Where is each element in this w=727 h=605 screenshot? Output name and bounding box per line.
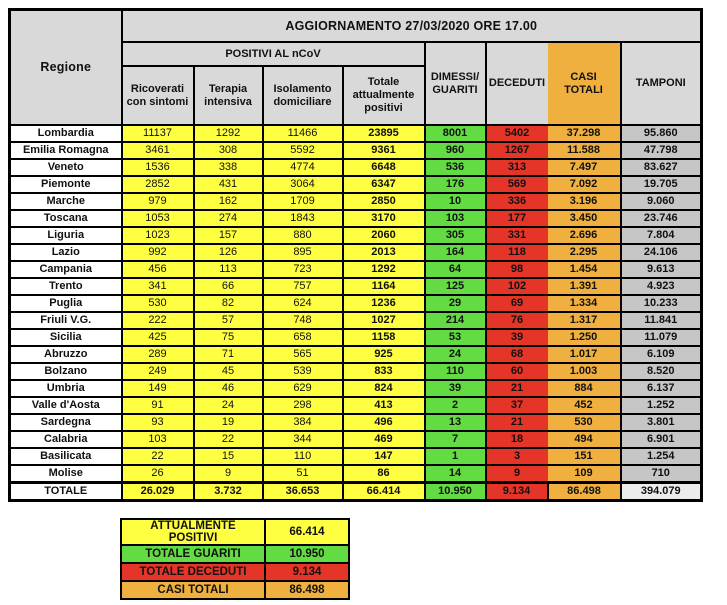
casi-totali-cell: 1.391	[548, 278, 621, 295]
tamponi-cell: 4.923	[621, 278, 702, 295]
deceduti-cell: 177	[486, 210, 548, 227]
totale-positivi-cell: 147	[343, 448, 425, 465]
isolamento-cell: 5592	[263, 142, 343, 159]
isolamento-cell: 298	[263, 397, 343, 414]
table-row	[10, 465, 702, 483]
terapia-cell: 57	[194, 312, 263, 329]
table-row	[10, 380, 702, 397]
legend-row	[121, 519, 349, 545]
tamponi-cell: 19.705	[621, 176, 702, 193]
tamponi-cell: 7.804	[621, 227, 702, 244]
isolamento-cell: 51	[263, 465, 343, 483]
casi-totali-cell: 494	[548, 431, 621, 448]
totale-positivi-cell: 3170	[343, 210, 425, 227]
casi-totali-cell: 884	[548, 380, 621, 397]
totale-positivi-cell: 824	[343, 380, 425, 397]
terapia-cell: 66	[194, 278, 263, 295]
region-cell: Sardegna	[10, 414, 122, 431]
casi-totali-cell: 3.196	[548, 193, 621, 210]
isolamento-cell: 1709	[263, 193, 343, 210]
ricoverati-cell: 341	[122, 278, 194, 295]
tamponi-cell: 24.106	[621, 244, 702, 261]
deceduti-cell: 60	[486, 363, 548, 380]
dimessi-guariti-cell: 53	[425, 329, 486, 346]
tamponi-cell: 6.109	[621, 346, 702, 363]
casi-totali-cell: 2.295	[548, 244, 621, 261]
region-cell: Lazio	[10, 244, 122, 261]
table-row	[10, 295, 702, 312]
isolamento-cell: 723	[263, 261, 343, 278]
isolamento-cell: 11466	[263, 125, 343, 142]
region-cell: Calabria	[10, 431, 122, 448]
table-body	[10, 125, 702, 501]
terapia-cell: 24	[194, 397, 263, 414]
region-cell: Umbria	[10, 380, 122, 397]
legend-label: CASI TOTALI	[121, 581, 265, 599]
deceduti-cell: 18	[486, 431, 548, 448]
deceduti-cell: 569	[486, 176, 548, 193]
dimessi-guariti-cell: 176	[425, 176, 486, 193]
ricoverati-cell: 992	[122, 244, 194, 261]
region-cell: Lombardia	[10, 125, 122, 142]
isolamento-cell: 757	[263, 278, 343, 295]
isolamento-cell: 565	[263, 346, 343, 363]
table-row	[10, 397, 702, 414]
legend-label: TOTALE GUARITI	[121, 545, 265, 563]
ricoverati-cell: 2852	[122, 176, 194, 193]
ricoverati-cell: 530	[122, 295, 194, 312]
dimessi-guariti-cell: 2	[425, 397, 486, 414]
ricoverati-cell: 93	[122, 414, 194, 431]
col-header-deceduti: DECEDUTI	[486, 42, 548, 125]
legend-value: 66.414	[265, 519, 349, 545]
region-cell: Emilia Romagna	[10, 142, 122, 159]
isolamento-cell: 4774	[263, 159, 343, 176]
isolamento-cell: 36.653	[263, 483, 343, 501]
ricoverati-cell: 103	[122, 431, 194, 448]
col-header-tamponi: TAMPONI	[621, 42, 702, 125]
terapia-cell: 71	[194, 346, 263, 363]
ricoverati-cell: 289	[122, 346, 194, 363]
ricoverati-cell: 1023	[122, 227, 194, 244]
region-cell: Toscana	[10, 210, 122, 227]
totale-positivi-cell: 925	[343, 346, 425, 363]
deceduti-cell: 39	[486, 329, 548, 346]
deceduti-cell: 3	[486, 448, 548, 465]
casi-totali-cell: 1.334	[548, 295, 621, 312]
terapia-cell: 82	[194, 295, 263, 312]
ricoverati-cell: 249	[122, 363, 194, 380]
region-cell: Puglia	[10, 295, 122, 312]
ricoverati-cell: 22	[122, 448, 194, 465]
totale-positivi-cell: 1027	[343, 312, 425, 329]
dimessi-guariti-cell: 1	[425, 448, 486, 465]
legend-value: 9.134	[265, 563, 349, 581]
region-cell: Campania	[10, 261, 122, 278]
terapia-cell: 22	[194, 431, 263, 448]
totale-positivi-cell: 2060	[343, 227, 425, 244]
dimessi-guariti-cell: 536	[425, 159, 486, 176]
terapia-cell: 46	[194, 380, 263, 397]
tamponi-cell: 6.137	[621, 380, 702, 397]
tamponi-cell: 3.801	[621, 414, 702, 431]
legend-table	[120, 518, 350, 600]
ricoverati-cell: 26.029	[122, 483, 194, 501]
col-header-totale-positivi: Totale attualmente positivi	[343, 66, 425, 125]
tamponi-cell: 10.233	[621, 295, 702, 312]
region-cell: Trento	[10, 278, 122, 295]
casi-totali-cell: 452	[548, 397, 621, 414]
deceduti-cell: 69	[486, 295, 548, 312]
casi-totali-cell: 1.250	[548, 329, 621, 346]
ricoverati-cell: 11137	[122, 125, 194, 142]
deceduti-cell: 21	[486, 380, 548, 397]
casi-totali-cell: 151	[548, 448, 621, 465]
deceduti-cell: 21	[486, 414, 548, 431]
deceduti-cell: 1267	[486, 142, 548, 159]
isolamento-cell: 624	[263, 295, 343, 312]
terapia-cell: 113	[194, 261, 263, 278]
isolamento-cell: 384	[263, 414, 343, 431]
terapia-cell: 126	[194, 244, 263, 261]
totale-positivi-cell: 1158	[343, 329, 425, 346]
totale-positivi-cell: 86	[343, 465, 425, 483]
casi-totali-cell: 3.450	[548, 210, 621, 227]
dimessi-guariti-cell: 10.950	[425, 483, 486, 501]
region-cell: Valle d'Aosta	[10, 397, 122, 414]
terapia-cell: 157	[194, 227, 263, 244]
casi-totali-cell: 7.497	[548, 159, 621, 176]
region-cell: Liguria	[10, 227, 122, 244]
deceduti-cell: 68	[486, 346, 548, 363]
terapia-cell: 431	[194, 176, 263, 193]
tamponi-cell: 1.254	[621, 448, 702, 465]
table-row	[10, 431, 702, 448]
region-cell: Veneto	[10, 159, 122, 176]
totale-positivi-cell: 23895	[343, 125, 425, 142]
tamponi-cell: 9.613	[621, 261, 702, 278]
positivi-group-header: POSITIVI AL nCoV	[122, 42, 425, 66]
dimessi-guariti-cell: 214	[425, 312, 486, 329]
legend-label: TOTALE DECEDUTI	[121, 563, 265, 581]
ricoverati-cell: 149	[122, 380, 194, 397]
totale-positivi-cell: 6648	[343, 159, 425, 176]
totale-positivi-cell: 496	[343, 414, 425, 431]
dimessi-guariti-cell: 39	[425, 380, 486, 397]
tamponi-cell: 1.252	[621, 397, 702, 414]
isolamento-cell: 895	[263, 244, 343, 261]
totale-positivi-cell: 413	[343, 397, 425, 414]
table-row	[10, 159, 702, 176]
totale-positivi-cell: 469	[343, 431, 425, 448]
terapia-cell: 19	[194, 414, 263, 431]
totale-positivi-cell: 1292	[343, 261, 425, 278]
terapia-cell: 162	[194, 193, 263, 210]
tamponi-cell: 8.520	[621, 363, 702, 380]
terapia-cell: 308	[194, 142, 263, 159]
region-cell: Abruzzo	[10, 346, 122, 363]
region-column-header: Regione	[10, 10, 122, 126]
casi-totali-cell: 86.498	[548, 483, 621, 501]
ricoverati-cell: 3461	[122, 142, 194, 159]
tamponi-cell: 95.860	[621, 125, 702, 142]
tamponi-cell: 394.079	[621, 483, 702, 501]
table-row	[10, 142, 702, 159]
ricoverati-cell: 26	[122, 465, 194, 483]
region-cell: Basilicata	[10, 448, 122, 465]
terapia-cell: 3.732	[194, 483, 263, 501]
totale-positivi-cell: 2013	[343, 244, 425, 261]
casi-totali-cell: 11.588	[548, 142, 621, 159]
isolamento-cell: 1843	[263, 210, 343, 227]
tamponi-cell: 710	[621, 465, 702, 483]
table-row	[10, 448, 702, 465]
deceduti-cell: 102	[486, 278, 548, 295]
ricoverati-cell: 456	[122, 261, 194, 278]
isolamento-cell: 629	[263, 380, 343, 397]
region-cell: Sicilia	[10, 329, 122, 346]
region-cell: Molise	[10, 465, 122, 483]
table-row	[10, 244, 702, 261]
table-row	[10, 210, 702, 227]
deceduti-cell: 313	[486, 159, 548, 176]
region-cell: Bolzano	[10, 363, 122, 380]
table-row	[10, 312, 702, 329]
tamponi-cell: 83.627	[621, 159, 702, 176]
isolamento-cell: 880	[263, 227, 343, 244]
totale-positivi-cell: 1164	[343, 278, 425, 295]
deceduti-cell: 336	[486, 193, 548, 210]
totale-positivi-cell: 1236	[343, 295, 425, 312]
table-row	[10, 227, 702, 244]
dimessi-guariti-cell: 64	[425, 261, 486, 278]
ricoverati-cell: 425	[122, 329, 194, 346]
totale-positivi-cell: 66.414	[343, 483, 425, 501]
casi-totali-cell: 7.092	[548, 176, 621, 193]
dimessi-guariti-cell: 29	[425, 295, 486, 312]
tamponi-cell: 23.746	[621, 210, 702, 227]
casi-totali-cell: 1.017	[548, 346, 621, 363]
isolamento-cell: 344	[263, 431, 343, 448]
casi-totali-cell: 1.454	[548, 261, 621, 278]
isolamento-cell: 3064	[263, 176, 343, 193]
col-header-casi-totali: CASI TOTALI	[548, 42, 621, 125]
deceduti-cell: 9	[486, 465, 548, 483]
terapia-cell: 45	[194, 363, 263, 380]
region-cell: Friuli V.G.	[10, 312, 122, 329]
dimessi-guariti-cell: 960	[425, 142, 486, 159]
ricoverati-cell: 1536	[122, 159, 194, 176]
col-header-isolamento: Isolamento domiciliare	[263, 66, 343, 125]
legend-body	[121, 519, 349, 599]
isolamento-cell: 748	[263, 312, 343, 329]
casi-totali-cell: 530	[548, 414, 621, 431]
tamponi-cell: 6.901	[621, 431, 702, 448]
casi-totali-cell: 109	[548, 465, 621, 483]
deceduti-cell: 76	[486, 312, 548, 329]
dimessi-guariti-cell: 110	[425, 363, 486, 380]
ricoverati-cell: 979	[122, 193, 194, 210]
terapia-cell: 274	[194, 210, 263, 227]
casi-totali-cell: 2.696	[548, 227, 621, 244]
legend-row	[121, 563, 349, 581]
ricoverati-cell: 222	[122, 312, 194, 329]
legend-row	[121, 545, 349, 563]
ricoverati-cell: 91	[122, 397, 194, 414]
main-table	[8, 8, 703, 502]
table-row	[10, 414, 702, 431]
table-row	[10, 278, 702, 295]
table-row	[10, 261, 702, 278]
region-cell: Piemonte	[10, 176, 122, 193]
ricoverati-cell: 1053	[122, 210, 194, 227]
legend-value: 10.950	[265, 545, 349, 563]
table-row	[10, 363, 702, 380]
totale-row	[10, 483, 702, 501]
tamponi-cell: 11.841	[621, 312, 702, 329]
totale-positivi-cell: 9361	[343, 142, 425, 159]
table-row	[10, 346, 702, 363]
dimessi-guariti-cell: 103	[425, 210, 486, 227]
deceduti-cell: 5402	[486, 125, 548, 142]
totale-positivi-cell: 833	[343, 363, 425, 380]
terapia-cell: 75	[194, 329, 263, 346]
tamponi-cell: 47.798	[621, 142, 702, 159]
deceduti-cell: 118	[486, 244, 548, 261]
tamponi-cell: 9.060	[621, 193, 702, 210]
col-header-terapia: Terapia intensiva	[194, 66, 263, 125]
totale-positivi-cell: 6347	[343, 176, 425, 193]
deceduti-cell: 98	[486, 261, 548, 278]
casi-totali-cell: 1.317	[548, 312, 621, 329]
isolamento-cell: 110	[263, 448, 343, 465]
table-row	[10, 125, 702, 142]
dimessi-guariti-cell: 8001	[425, 125, 486, 142]
isolamento-cell: 539	[263, 363, 343, 380]
legend-row	[121, 581, 349, 599]
dimessi-guariti-cell: 125	[425, 278, 486, 295]
legend-value: 86.498	[265, 581, 349, 599]
dimessi-guariti-cell: 7	[425, 431, 486, 448]
terapia-cell: 1292	[194, 125, 263, 142]
terapia-cell: 15	[194, 448, 263, 465]
dimessi-guariti-cell: 164	[425, 244, 486, 261]
dimessi-guariti-cell: 305	[425, 227, 486, 244]
col-header-dimessi-guariti: DIMESSI/ GUARITI	[425, 42, 486, 125]
deceduti-cell: 37	[486, 397, 548, 414]
dimessi-guariti-cell: 10	[425, 193, 486, 210]
region-cell: TOTALE	[10, 483, 122, 501]
isolamento-cell: 658	[263, 329, 343, 346]
table-row	[10, 193, 702, 210]
terapia-cell: 338	[194, 159, 263, 176]
table-row	[10, 329, 702, 346]
tamponi-cell: 11.079	[621, 329, 702, 346]
legend-label: ATTUALMENTE POSITIVI	[121, 519, 265, 545]
totale-positivi-cell: 2850	[343, 193, 425, 210]
casi-totali-cell: 1.003	[548, 363, 621, 380]
dimessi-guariti-cell: 13	[425, 414, 486, 431]
table-row	[10, 176, 702, 193]
deceduti-cell: 331	[486, 227, 548, 244]
col-header-ricoverati: Ricoverati con sintomi	[122, 66, 194, 125]
dimessi-guariti-cell: 14	[425, 465, 486, 483]
update-title: AGGIORNAMENTO 27/03/2020 ORE 17.00	[122, 10, 702, 43]
casi-totali-cell: 37.298	[548, 125, 621, 142]
deceduti-cell: 9.134	[486, 483, 548, 501]
terapia-cell: 9	[194, 465, 263, 483]
dimessi-guariti-cell: 24	[425, 346, 486, 363]
region-cell: Marche	[10, 193, 122, 210]
